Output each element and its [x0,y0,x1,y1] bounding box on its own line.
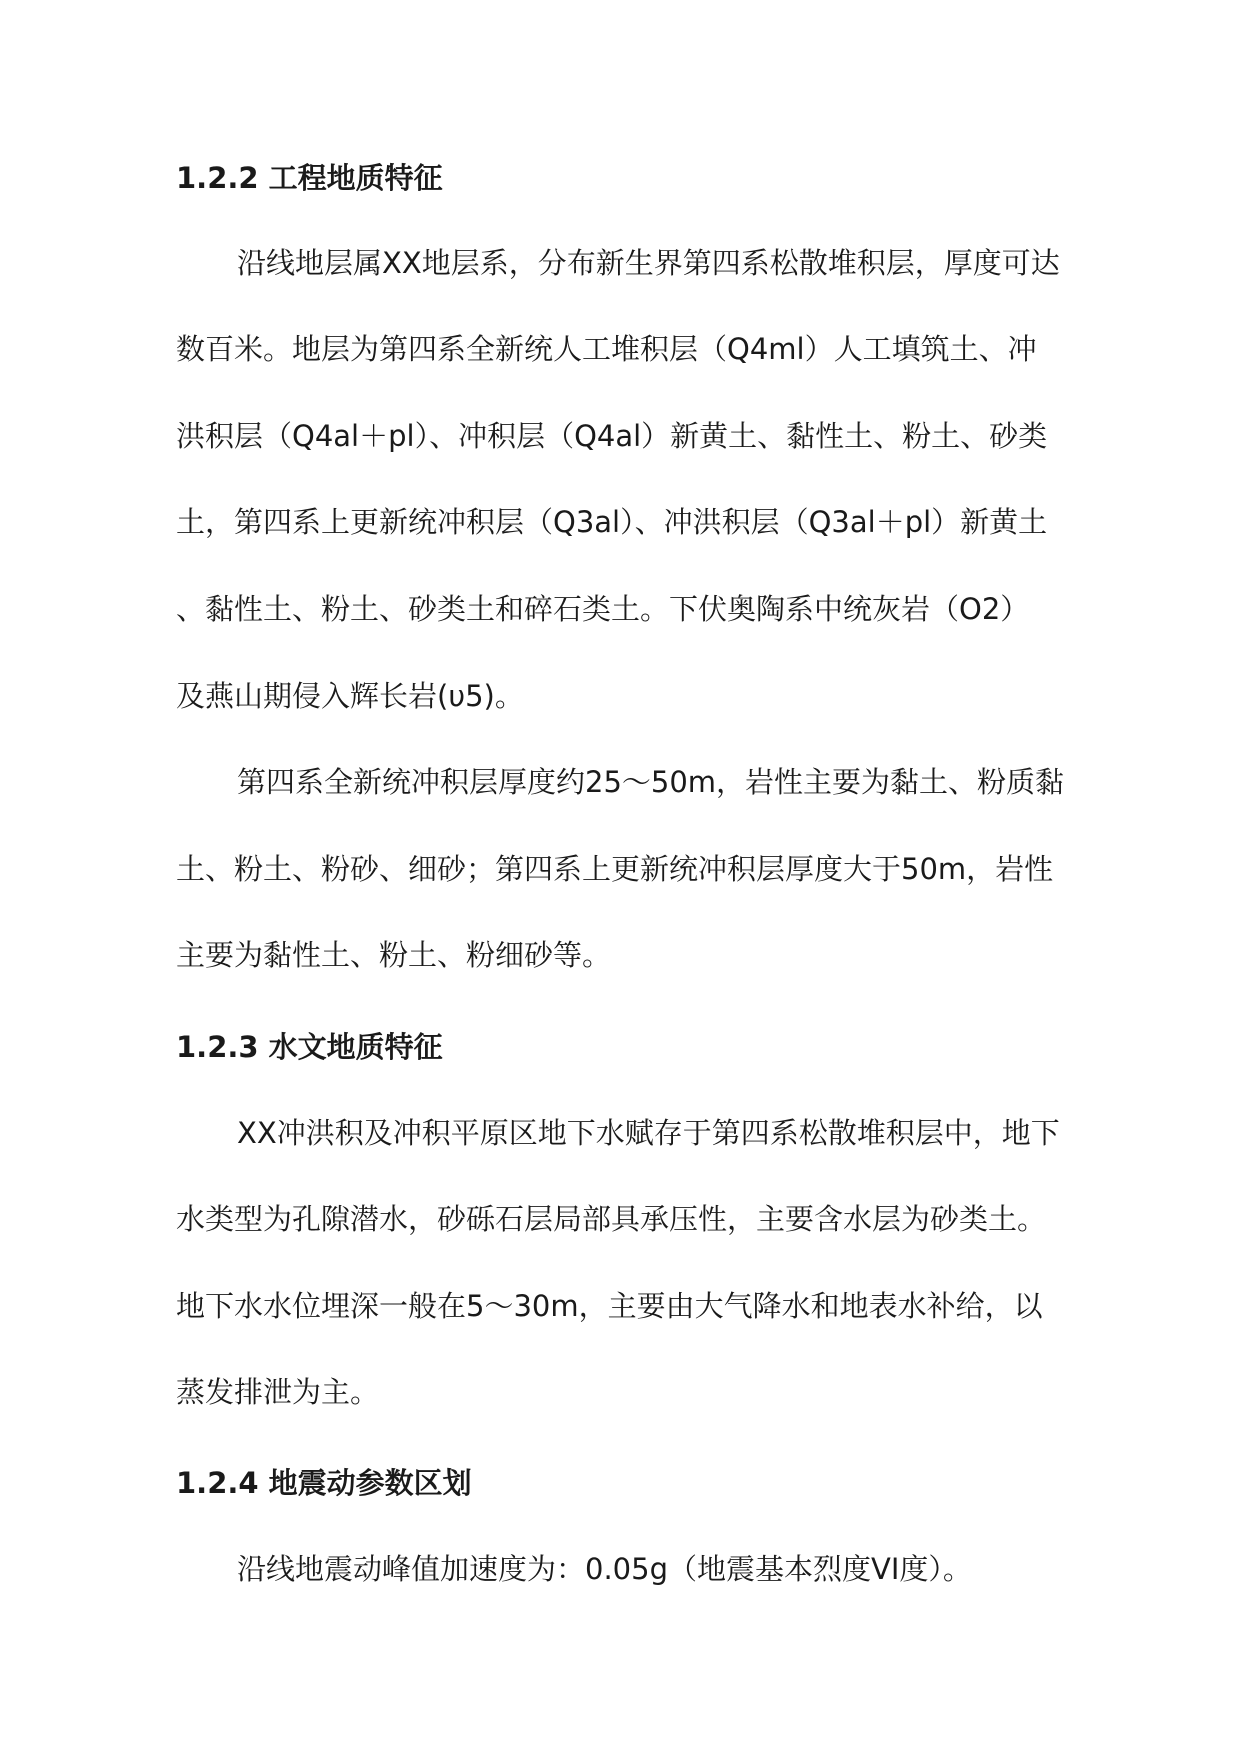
paragraph-line: 沿线地震动峰值加速度为：0.05g（地震基本烈度VI度）。 [237,1552,972,1586]
paragraph-line: 水类型为孔隙潜水，砂砾石层局部具承压性，主要含水层为砂类土。 [176,1202,1047,1236]
paragraph-line: 、黏性土、粉土、砂类土和碎石类土。下伏奥陶系中统灰岩（O2） [176,592,1030,626]
paragraph-line: 土、粉土、粉砂、细砂；第四系上更新统冲积层厚度大于50m，岩性 [176,852,1054,886]
paragraph-line: 第四系全新统冲积层厚度约25～50m，岩性主要为黏土、粉质黏 [237,765,1065,799]
paragraph-line: 及燕山期侵入辉长岩(υ5)。 [176,679,524,713]
paragraph-line: 地下水水位埋深一般在5～30m，主要由大气降水和地表水补给，以 [176,1289,1043,1323]
heading-seismic-zoning: 1.2.4 地震动参数区划 [176,1466,472,1500]
heading-engineering-geology: 1.2.2 工程地质特征 [176,161,443,195]
paragraph-line: 主要为黏性土、粉土、粉细砂等。 [176,938,612,972]
paragraph-line: 洪积层（Q4al＋pl）、冲积层（Q4al）新黄土、黏性土、粉土、砂类 [176,419,1048,453]
paragraph-line: 沿线地层属XX地层系，分布新生界第四系松散堆积层，厚度可达 [237,246,1060,280]
paragraph-line: XX冲洪积及冲积平原区地下水赋存于第四系松散堆积层中，地下 [237,1116,1060,1150]
paragraph-line: 数百米。地层为第四系全新统人工堆积层（Q4ml）人工填筑土、冲 [176,332,1037,366]
heading-hydrogeology: 1.2.3 水文地质特征 [176,1030,443,1064]
paragraph-line: 蒸发排泄为主。 [176,1375,380,1409]
paragraph-line: 土，第四系上更新统冲积层（Q3al）、冲洪积层（Q3al＋pl）新黄土 [176,505,1048,539]
